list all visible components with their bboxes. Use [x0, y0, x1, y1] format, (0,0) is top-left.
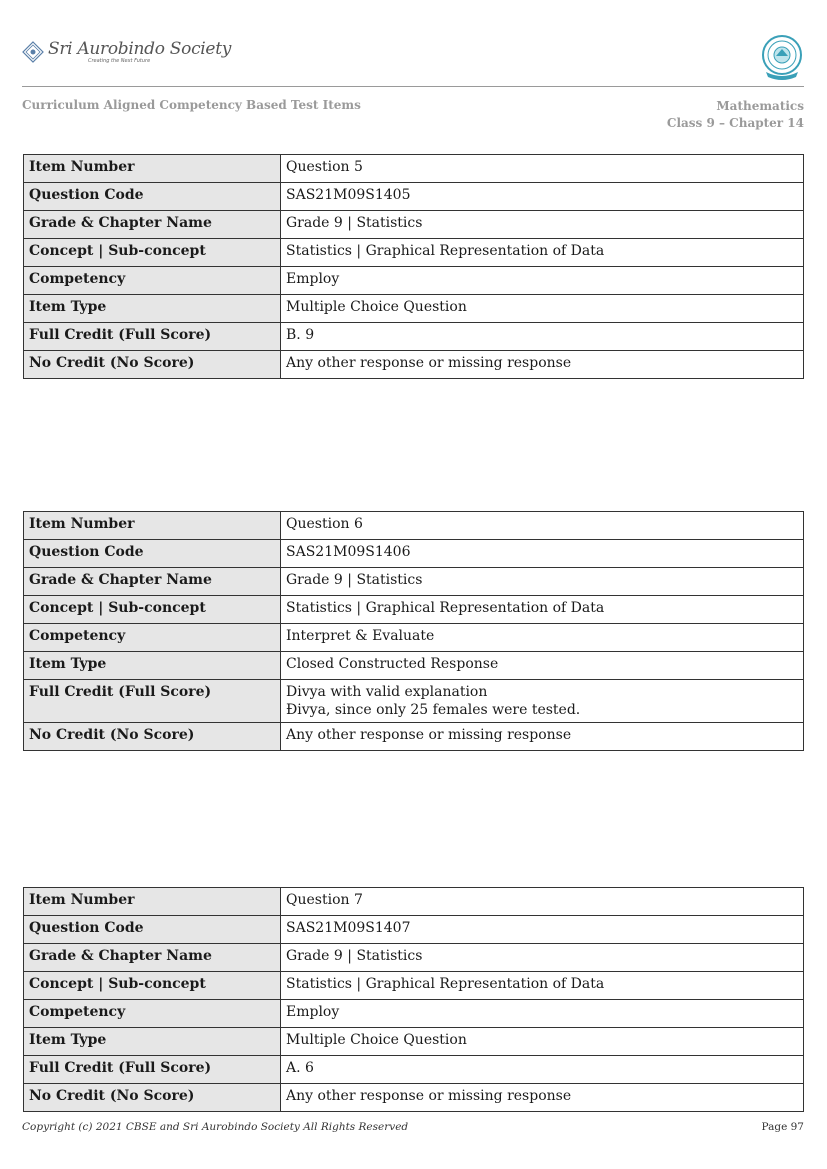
- org-tagline: Creating the Next Future: [88, 58, 151, 64]
- row-label: Competency: [24, 267, 281, 295]
- row-value: Any other response or missing response: [281, 1084, 804, 1112]
- row-value: Question 7: [281, 888, 804, 916]
- table-row: [24, 155, 804, 183]
- copyright-notice: Copyright (c) 2021 CBSE and Sri Aurobindo Society All Rights Reserved: [22, 1121, 409, 1133]
- table-row: [24, 944, 804, 972]
- table-row: [24, 323, 804, 351]
- row-label: Concept | Sub-concept: [24, 239, 281, 267]
- full-credit-line-2: Đivya, since only 25 females were tested.: [286, 702, 581, 718]
- row-value: Any other response or missing response: [281, 723, 804, 751]
- table-row: [24, 596, 804, 624]
- full-credit-line-1: Divya with valid explanation: [286, 684, 488, 700]
- table-row: [24, 183, 804, 211]
- row-value: Statistics | Graphical Representation of Data: [281, 972, 804, 1000]
- row-label: Competency: [24, 624, 281, 652]
- table-row: [24, 1000, 804, 1028]
- table-row: [24, 723, 804, 751]
- table-row: [24, 680, 804, 723]
- table-row: [24, 652, 804, 680]
- row-value: SAS21M09S1405: [281, 183, 804, 211]
- table-row: [24, 239, 804, 267]
- table-row: [24, 624, 804, 652]
- table-row: [24, 267, 804, 295]
- row-label: Concept | Sub-concept: [24, 596, 281, 624]
- row-label: Full Credit (Full Score): [24, 680, 281, 723]
- subject: Mathematics: [716, 99, 804, 113]
- row-value: Statistics | Graphical Representation of Data: [281, 596, 804, 624]
- row-label: Item Type: [24, 295, 281, 323]
- document-title: Curriculum Aligned Competency Based Test Items: [22, 98, 361, 112]
- row-label: Grade & Chapter Name: [24, 568, 281, 596]
- table-row: [24, 568, 804, 596]
- row-value: Multiple Choice Question: [281, 295, 804, 323]
- row-value: SAS21M09S1407: [281, 916, 804, 944]
- row-label: Item Number: [24, 155, 281, 183]
- table-row: [24, 540, 804, 568]
- table-row: [24, 295, 804, 323]
- row-value: Interpret & Evaluate: [281, 624, 804, 652]
- row-label: Competency: [24, 1000, 281, 1028]
- row-value: Question 6: [281, 512, 804, 540]
- row-value: Grade 9 | Statistics: [281, 568, 804, 596]
- row-value: Question 5: [281, 155, 804, 183]
- table-row: [24, 888, 804, 916]
- table-row: [24, 972, 804, 1000]
- row-label: No Credit (No Score): [24, 351, 281, 379]
- page-number: Page 97: [761, 1121, 804, 1133]
- row-label: Item Number: [24, 512, 281, 540]
- row-value: Statistics | Graphical Representation of Data: [281, 239, 804, 267]
- subject-heading: [667, 98, 804, 132]
- row-label: Question Code: [24, 183, 281, 211]
- header-divider: [22, 86, 804, 87]
- sri-aurobindo-society-logo: [22, 36, 231, 68]
- row-value: Grade 9 | Statistics: [281, 944, 804, 972]
- item-table-question-7: [23, 887, 804, 1112]
- row-label: No Credit (No Score): [24, 1084, 281, 1112]
- society-emblem-icon: [22, 41, 44, 63]
- row-label: Grade & Chapter Name: [24, 944, 281, 972]
- table-row: [24, 916, 804, 944]
- row-value: A. 6: [281, 1056, 804, 1084]
- row-value: Any other response or missing response: [281, 351, 804, 379]
- row-value: [281, 680, 804, 723]
- row-value: Employ: [281, 267, 804, 295]
- row-label: Question Code: [24, 916, 281, 944]
- table-row: [24, 1084, 804, 1112]
- row-value: SAS21M09S1406: [281, 540, 804, 568]
- row-label: Item Type: [24, 1028, 281, 1056]
- row-value: B. 9: [281, 323, 804, 351]
- item-table-question-5: [23, 154, 804, 379]
- row-label: Full Credit (Full Score): [24, 323, 281, 351]
- item-table-question-6: [23, 511, 804, 751]
- row-label: Question Code: [24, 540, 281, 568]
- class-chapter: Class 9 – Chapter 14: [666, 116, 804, 130]
- row-label: Item Number: [24, 888, 281, 916]
- org-name: Sri Aurobindo Society: [48, 39, 232, 59]
- table-row: [24, 512, 804, 540]
- row-label: Full Credit (Full Score): [24, 1056, 281, 1084]
- row-label: Grade & Chapter Name: [24, 211, 281, 239]
- table-row: [24, 351, 804, 379]
- row-label: Concept | Sub-concept: [24, 972, 281, 1000]
- row-value: Employ: [281, 1000, 804, 1028]
- table-row: [24, 1028, 804, 1056]
- row-value: Closed Constructed Response: [281, 652, 804, 680]
- row-label: Item Type: [24, 652, 281, 680]
- table-row: [24, 211, 804, 239]
- row-value: Grade 9 | Statistics: [281, 211, 804, 239]
- table-row: [24, 1056, 804, 1084]
- row-value: Multiple Choice Question: [281, 1028, 804, 1056]
- cbse-seal-icon: [760, 34, 804, 82]
- row-label: No Credit (No Score): [24, 723, 281, 751]
